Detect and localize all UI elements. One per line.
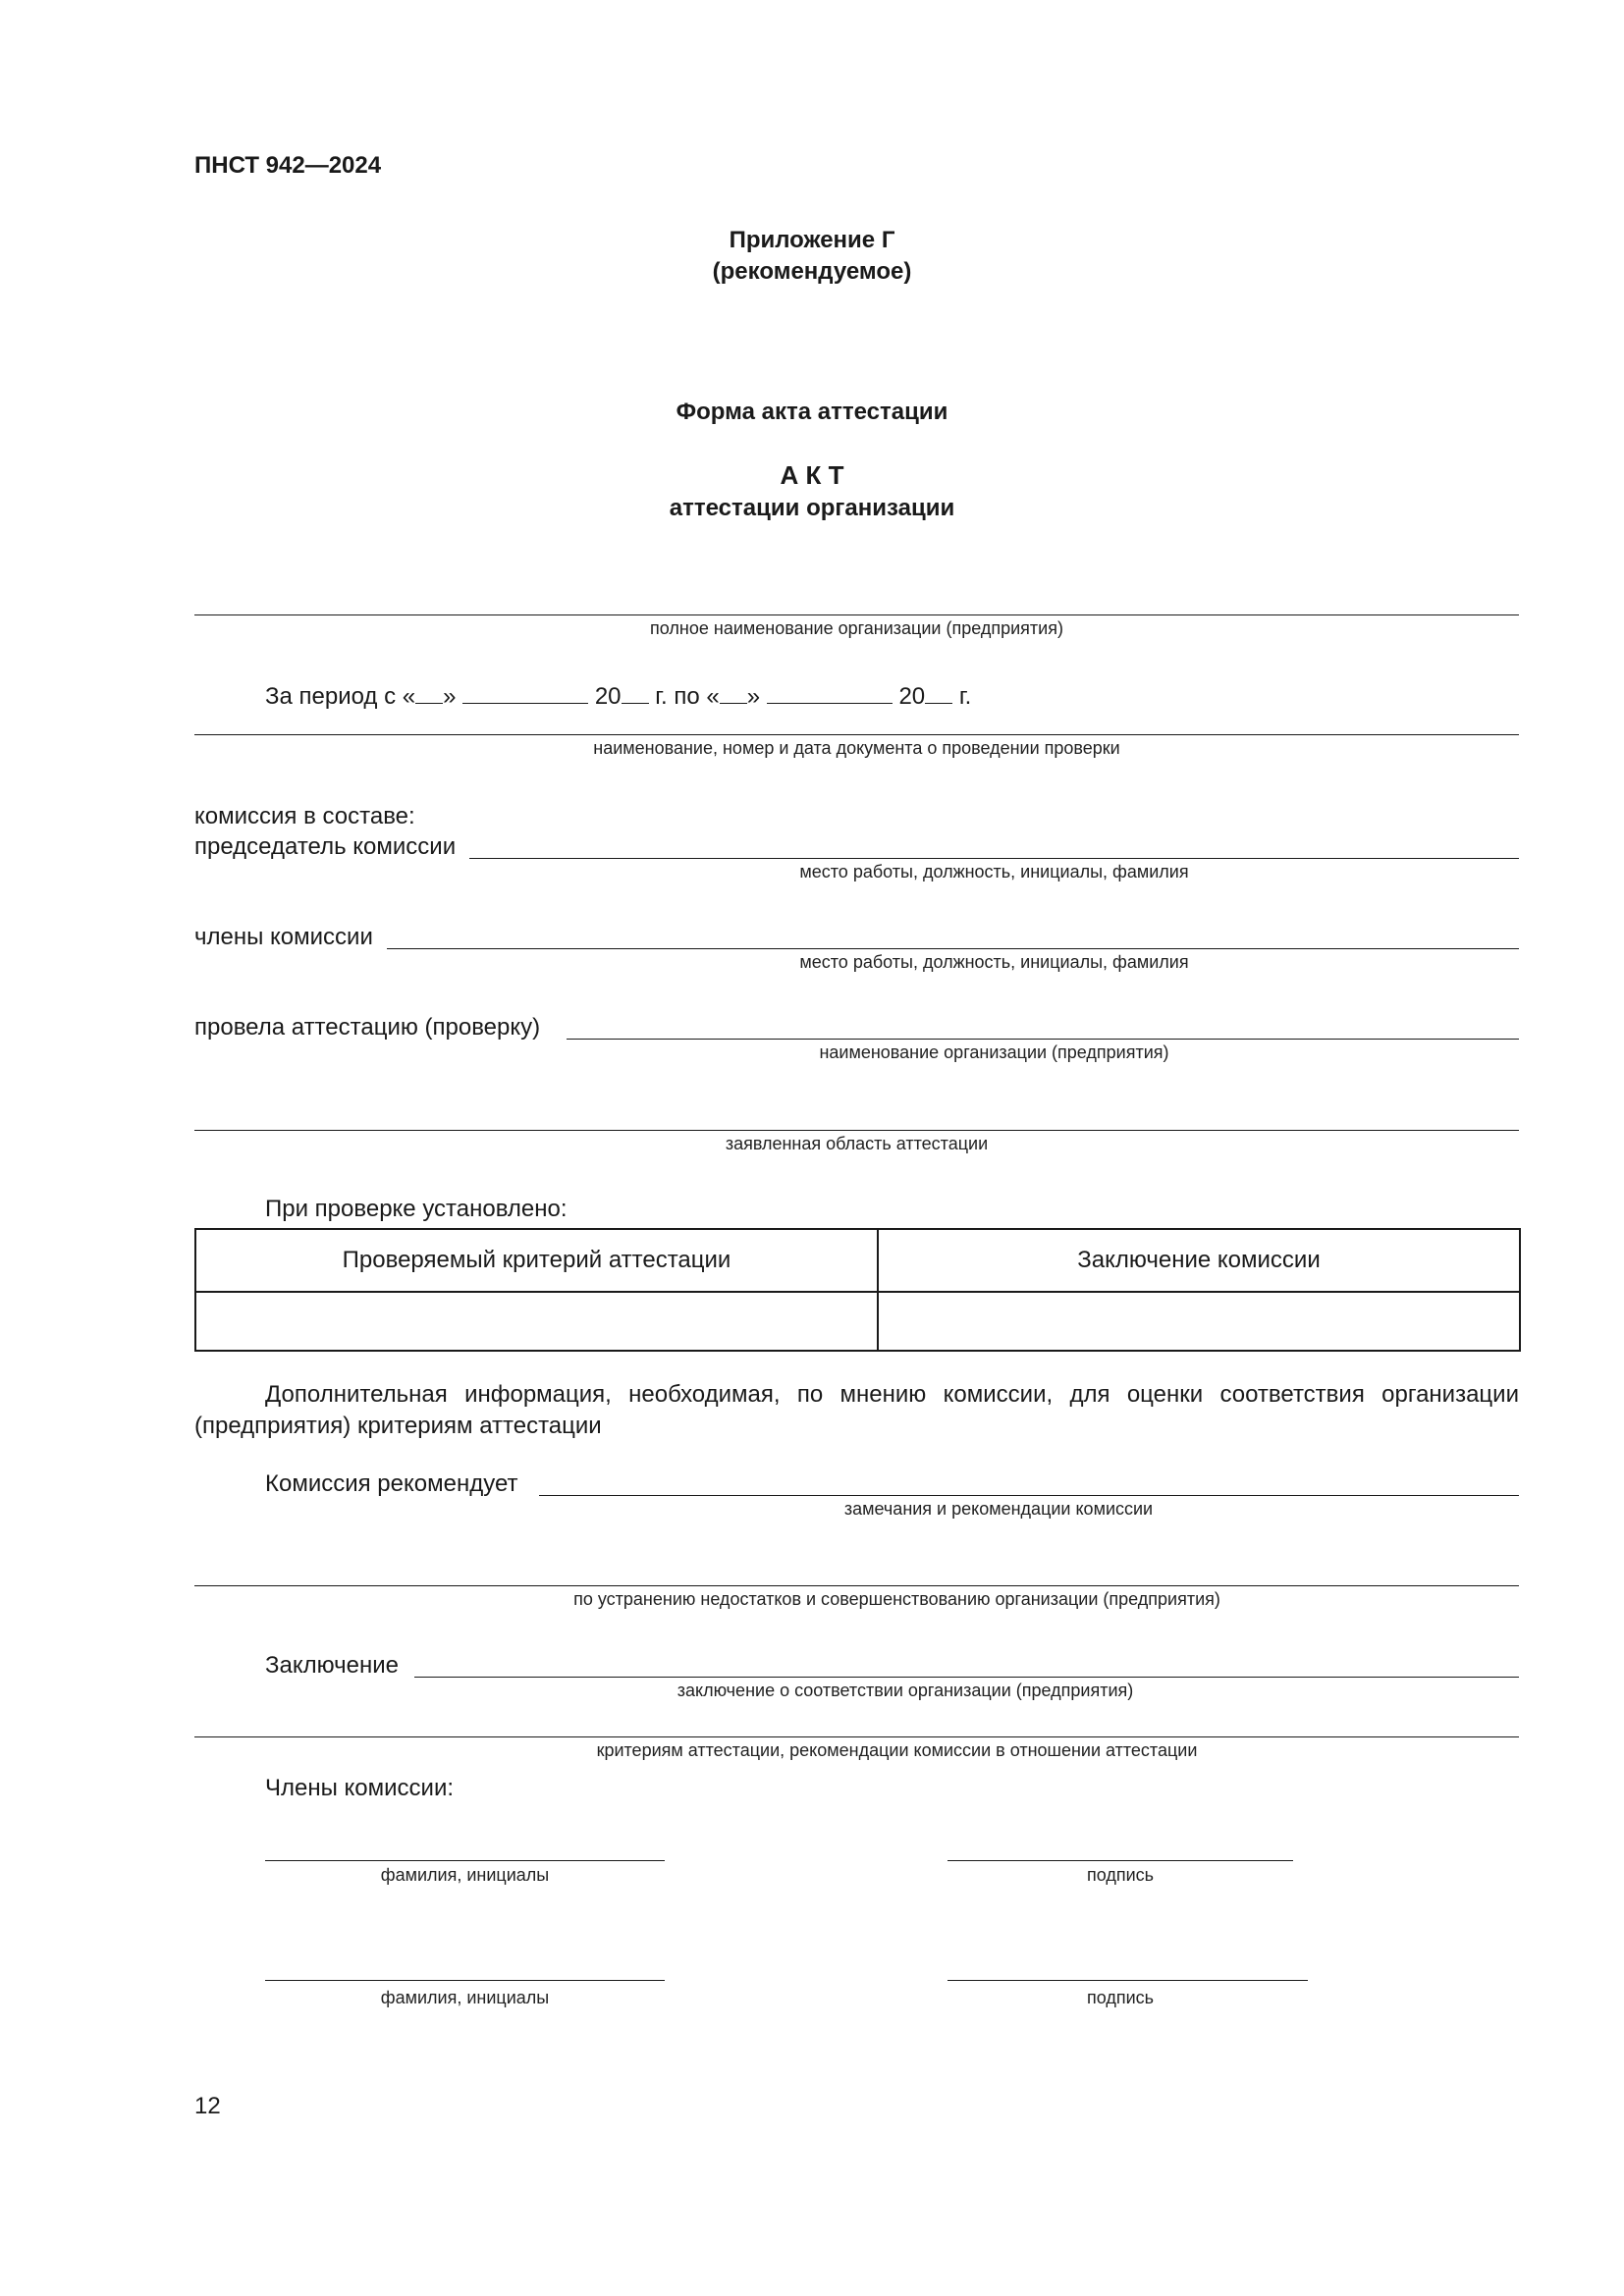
additional-info: Дополнительная информация, необходимая, по мнению комиссии, для оценки соответствия организации (предприятия) критериям аттестации	[194, 1381, 1519, 1439]
year-end-label: г.	[958, 683, 972, 710]
quote-close: »	[443, 683, 457, 710]
start-month-field[interactable]	[462, 683, 588, 704]
year-to-label: г. по «	[655, 683, 720, 710]
conclusion-line[interactable]	[414, 1677, 1519, 1678]
commission-label: комиссия в составе:	[194, 803, 415, 829]
org-name-caption: полное наименование организации (предприятия)	[650, 618, 1063, 638]
conducted-line[interactable]	[567, 1039, 1519, 1040]
criterion-cell[interactable]	[195, 1292, 878, 1351]
appendix-title: Приложение Г	[729, 227, 895, 253]
end-day-field[interactable]	[720, 683, 747, 704]
members-label: члены комиссии	[194, 924, 373, 950]
start-day-field[interactable]	[415, 683, 443, 704]
act-subtitle: аттестации организации	[669, 495, 955, 521]
document-caption: наименование, номер и дата документа о проведении проверки	[593, 738, 1120, 758]
members-line[interactable]	[387, 948, 1519, 949]
conclusion-line-2[interactable]	[194, 1736, 1519, 1737]
conclusion-caption-2: критериям аттестации, рекомендации комиссии в отношении аттестации	[596, 1740, 1198, 1760]
scope-line[interactable]	[194, 1130, 1519, 1131]
page-number: 12	[194, 2093, 221, 2119]
end-year-prefix: 20	[898, 683, 926, 710]
recommend-line[interactable]	[539, 1495, 1519, 1496]
start-year-prefix: 20	[594, 683, 622, 710]
conclusion-cell[interactable]	[878, 1292, 1520, 1351]
act-title: А К Т	[780, 460, 844, 490]
document-line[interactable]	[194, 734, 1519, 735]
conducted-label: провела аттестацию (проверку)	[194, 1014, 541, 1041]
members-caption: место работы, должность, инициалы, фамилия	[799, 952, 1189, 972]
signature-caption-2: подпись	[1086, 1988, 1155, 2007]
org-name-line[interactable]	[194, 614, 1519, 615]
recommend-label: Комиссия рекомендует	[265, 1470, 518, 1497]
conclusion-label: Заключение	[265, 1652, 399, 1679]
chairman-line[interactable]	[469, 858, 1519, 859]
chairman-label: председатель комиссии	[194, 833, 457, 860]
period-prefix: За период с «	[265, 683, 416, 710]
table-header-row	[195, 1229, 1520, 1292]
appendix-status: (рекомендуемое)	[712, 258, 912, 285]
column-header-criterion: Проверяемый критерий аттестации	[195, 1229, 878, 1292]
name-caption-2: фамилия, инициалы	[380, 1988, 550, 2007]
name-line-1[interactable]	[265, 1860, 665, 1861]
name-caption-1: фамилия, инициалы	[380, 1865, 550, 1885]
signatures-label: Члены комиссии:	[265, 1775, 455, 1801]
criteria-table	[194, 1228, 1521, 1352]
signature-line-1[interactable]	[947, 1860, 1293, 1861]
recommend-caption-1: замечания и рекомендации комиссии	[843, 1499, 1154, 1519]
recommend-line-2[interactable]	[194, 1585, 1519, 1586]
start-year-field[interactable]	[622, 683, 649, 704]
conclusion-caption-1: заключение о соответствии организации (предприятия)	[677, 1681, 1134, 1700]
signature-line-2[interactable]	[947, 1980, 1308, 1981]
document-code: ПНСТ 942—2024	[194, 152, 382, 179]
scope-caption: заявленная область аттестации	[725, 1134, 989, 1153]
table-row	[195, 1292, 1520, 1351]
signature-caption-1: подпись	[1086, 1865, 1155, 1885]
end-year-field[interactable]	[925, 683, 952, 704]
end-month-field[interactable]	[767, 683, 893, 704]
recommend-caption-2: по устранению недостатков и совершенствованию организации (предприятия)	[573, 1589, 1220, 1609]
chairman-caption: место работы, должность, инициалы, фамилия	[799, 862, 1189, 881]
form-heading: Форма акта аттестации	[676, 399, 948, 425]
quote-close-2: »	[746, 683, 761, 710]
name-line-2[interactable]	[265, 1980, 665, 1981]
conducted-caption: наименование организации (предприятия)	[819, 1042, 1169, 1062]
period-line	[265, 683, 971, 709]
findings-label: При проверке установлено:	[265, 1196, 568, 1222]
column-header-conclusion: Заключение комиссии	[878, 1229, 1520, 1292]
